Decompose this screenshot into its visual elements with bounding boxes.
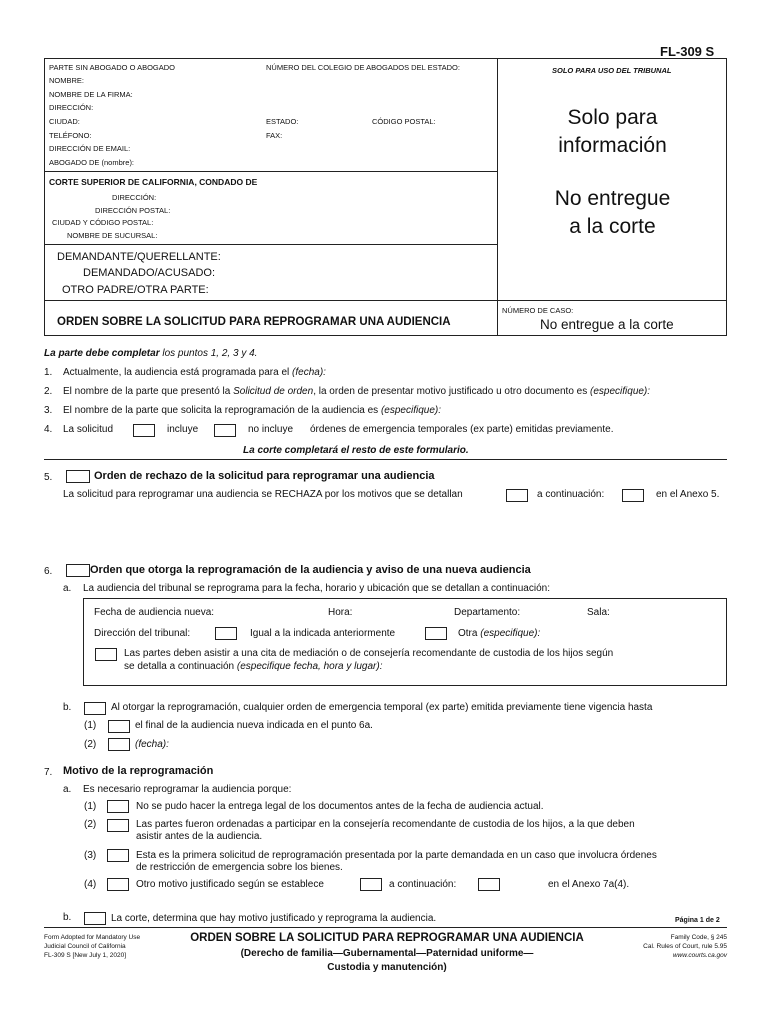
other-address [458, 628, 540, 639]
same-address-label: Igual a la indicada anteriormente [250, 628, 396, 639]
fax-label: FAX: [266, 131, 283, 140]
item-4-text: La solicitud [63, 424, 114, 435]
item-2-text: El nombre de la parte que presentó la [63, 386, 231, 397]
item-4-rest: órdenes de emergencia temporales (ex parte) emitidas previamente. [310, 424, 614, 435]
phone-label: TELÉFONO: [49, 131, 92, 140]
footer-subtitle-2: Custodia y manutención) [327, 962, 447, 973]
item-1-number: 1. [44, 367, 53, 378]
s6b2-text: (fecha): [135, 739, 169, 750]
s5-text: La solicitud para reprogramar una audiencia se RECHAZA por los motivos que se detallan [63, 489, 463, 500]
petitioner-label: DEMANDANTE/QUERELLANTE: [57, 251, 221, 263]
r4-label: (4) [84, 879, 97, 890]
item-3-number: 3. [44, 405, 53, 416]
item-3 [63, 405, 441, 416]
item-3-italic: (especifique): [380, 405, 441, 416]
footer-left [44, 933, 140, 960]
r2-label: (2) [84, 819, 97, 830]
r4-checkbox[interactable] [107, 878, 129, 891]
s6b1-checkbox[interactable] [108, 720, 130, 733]
r3-checkbox[interactable] [107, 849, 129, 862]
s5-title: Orden de rechazo de la solicitud para reprogramar una audiencia [94, 470, 435, 482]
s6b2-checkbox[interactable] [108, 738, 130, 751]
court-address-label: DIRECCIÓN: [112, 193, 157, 202]
other-address-label: Otra [458, 628, 478, 639]
footer-left-1: Form Adopted for Mandatory Use [44, 934, 141, 941]
s7a-text: Es necesario reprogramar la audiencia porque: [83, 784, 292, 795]
s6b-label: b. [63, 702, 72, 713]
mediation-checkbox[interactable] [95, 648, 117, 661]
footer-right-3: www.courts.ca.gov [672, 952, 727, 959]
page-number: Página 1 de 2 [675, 917, 720, 924]
r1-label: (1) [84, 801, 97, 812]
bar-number-label: NÚMERO DEL COLEGIO DE ABOGADOS DEL ESTADO: [266, 63, 460, 72]
r3-label: (3) [84, 850, 97, 861]
s7b-label: b. [63, 912, 72, 923]
mediation-italic: (especifique fecha, hora y lugar): [236, 661, 383, 672]
info-line-2: información [558, 134, 667, 157]
r4-text: Otro motivo justificado según se establece [136, 879, 324, 890]
intro-rest: los puntos 1, 2, 3 y 4. [162, 348, 258, 359]
s6-checkbox[interactable] [66, 564, 90, 577]
s6a-text: La audiencia del tribunal se reprograma para la fecha, horario y ubicación que se detallan a continuación: [83, 583, 550, 594]
item-1-text: Actualmente, la audiencia está programada para el [63, 367, 290, 378]
name-label: NOMBRE: [49, 76, 85, 85]
footer-title: ORDEN SOBRE LA SOLICITUD PARA REPROGRAMAR UNA AUDIENCIA [190, 932, 584, 944]
other-address-italic: (especifique): [480, 628, 541, 639]
court-addr-label: Dirección del tribunal: [94, 628, 191, 639]
s5-attachment-label: en el Anexo 5. [656, 489, 720, 500]
mediation-text: se detalla a continuación [124, 661, 235, 672]
same-address-checkbox[interactable] [215, 627, 237, 640]
includes-checkbox[interactable] [133, 424, 155, 437]
court-completes: La corte completará el resto de este formulario. [243, 445, 469, 456]
item-4-number: 4. [44, 424, 53, 435]
r4-attachment-label: en el Anexo 7a(4). [548, 879, 630, 890]
s5-below-label: a continuación: [537, 489, 605, 500]
r1-text: No se pudo hacer la entrega legal de los documentos antes de la fecha de audiencia actual. [136, 801, 544, 812]
case-number-label: NÚMERO DE CASO: [502, 306, 574, 315]
item-2-rest: , la orden de presentar motivo justificado u otro documento es [313, 386, 588, 397]
footer-right [600, 933, 727, 960]
item-1-italic: (fecha): [292, 367, 326, 378]
footer-left-2: Judicial Council of California [44, 943, 126, 950]
warning-block [498, 185, 727, 241]
s6-title: Orden que otorga la reprogramación de la audiencia y aviso de una nueva audiencia [90, 564, 531, 576]
s5-attachment-checkbox[interactable] [622, 489, 644, 502]
respondent-label: DEMANDADO/ACUSADO: [83, 267, 216, 279]
intro-lead: La parte debe completar [44, 348, 160, 359]
s5-number: 5. [44, 472, 53, 483]
mediation-line-2 [124, 661, 383, 672]
info-block [498, 104, 727, 160]
rule-4 [44, 459, 727, 460]
footer-subtitle-1: (Derecho de familia—Gubernamental—Paternidad uniforme— [240, 948, 534, 959]
s6b-text: Al otorgar la reprogramación, cualquier orden de emergencia temporal (ex parte) emitida previamente tiene vigencia hasta [111, 702, 653, 713]
attorney-for-label: ABOGADO DE (nombre): [49, 158, 135, 167]
city-label: CIUDAD: [49, 117, 80, 126]
court-mailing-label: DIRECCIÓN POSTAL: [95, 206, 171, 215]
mediation-line-1: Las partes deben asistir a una cita de mediación o de consejería recomendante de custodia de los hijos según [124, 648, 614, 659]
s6a-label: a. [63, 583, 72, 594]
other-address-checkbox[interactable] [425, 627, 447, 640]
dept-label: Departamento: [454, 607, 521, 618]
info-line-4: a la corte [569, 215, 656, 238]
form-id: FL-309 S [660, 44, 715, 59]
item-2 [63, 386, 650, 397]
rule-2 [44, 244, 497, 245]
s7-title: Motivo de la reprogramación [63, 765, 214, 777]
s6b1-text: el final de la audiencia nueva indicada en el punto 6a. [135, 720, 373, 731]
s7a-label: a. [63, 784, 72, 795]
item-3-text: El nombre de la parte que solicita la reprogramación de la audiencia es [63, 405, 379, 416]
r3-text-2: de restricción de emergencia sobre los bienes. [136, 862, 343, 873]
footer-right-2: Cal. Rules of Court, rule 5.95 [643, 943, 727, 950]
party-label: PARTE SIN ABOGADO O ABOGADO [49, 63, 176, 72]
s7b-checkbox[interactable] [84, 912, 106, 925]
state-label: ESTADO: [266, 117, 299, 126]
rule-1 [44, 171, 497, 172]
r4-below-checkbox[interactable] [360, 878, 382, 891]
r4-attachment-checkbox[interactable] [478, 878, 500, 891]
item-2-italic-2: (especifique): [590, 386, 651, 397]
room-label: Sala: [587, 607, 610, 618]
s7b-text: La corte, determina que hay motivo justificado y reprograma la audiencia. [111, 913, 437, 924]
info-line-3: No entregue [554, 187, 671, 210]
address-label: DIRECCIÓN: [49, 103, 94, 112]
time-label: Hora: [328, 607, 353, 618]
r1-checkbox[interactable] [107, 800, 129, 813]
item-1 [63, 367, 326, 378]
s6b1-label: (1) [84, 720, 97, 731]
footer-right-1: Family Code, § 245 [670, 934, 727, 941]
footer-subtitle [164, 947, 610, 975]
firm-label: NOMBRE DE LA FIRMA: [49, 90, 133, 99]
r2-text-2: asistir antes de la audiencia. [136, 831, 263, 842]
court-branch-label: NOMBRE DE SUCURSAL: [67, 231, 158, 240]
footer-rule [44, 927, 727, 928]
s6b-checkbox[interactable] [84, 702, 106, 715]
r3-text-1: Esta es la primera solicitud de reprogramación presentada por la parte demandada en un caso que involucra órdenes [136, 850, 657, 861]
footer-left-3: FL-309 S [New July 1, 2020] [44, 952, 127, 959]
not-includes-label: no incluye [248, 424, 294, 435]
r2-text-1: Las partes fueron ordenadas a participar en la consejería recomendante de custodia de los hijos, a la que deben [136, 819, 635, 830]
s7-number: 7. [44, 767, 53, 778]
case-number-value: No entregue a la corte [540, 317, 674, 332]
court-city-label: CIUDAD Y CÓDIGO POSTAL: [52, 218, 154, 227]
intro [44, 348, 257, 359]
s5-checkbox[interactable] [66, 470, 90, 483]
s6-number: 6. [44, 566, 53, 577]
info-line-1: Solo para [567, 106, 658, 129]
other-parent-label: OTRO PADRE/OTRA PARTE: [62, 284, 209, 296]
item-2-italic: Solicitud de orden [233, 386, 314, 397]
court-use-label: SOLO PARA USO DEL TRIBUNAL [552, 66, 672, 75]
item-2-number: 2. [44, 386, 53, 397]
form-title: ORDEN SOBRE LA SOLICITUD PARA REPROGRAMAR UNA AUDIENCIA [57, 316, 451, 328]
s5-below-checkbox[interactable] [506, 489, 528, 502]
zip-label: CÓDIGO POSTAL: [372, 117, 436, 126]
email-label: DIRECCIÓN DE EMAIL: [49, 144, 131, 153]
court-title: CORTE SUPERIOR DE CALIFORNIA, CONDADO DE [49, 177, 258, 187]
r2-checkbox[interactable] [107, 819, 129, 832]
new-date-label: Fecha de audiencia nueva: [94, 607, 215, 618]
not-includes-checkbox[interactable] [214, 424, 236, 437]
includes-label: incluye [167, 424, 199, 435]
s6b2-label: (2) [84, 739, 97, 750]
rule-3 [44, 300, 727, 301]
r4-below-label: a continuación: [389, 879, 457, 890]
